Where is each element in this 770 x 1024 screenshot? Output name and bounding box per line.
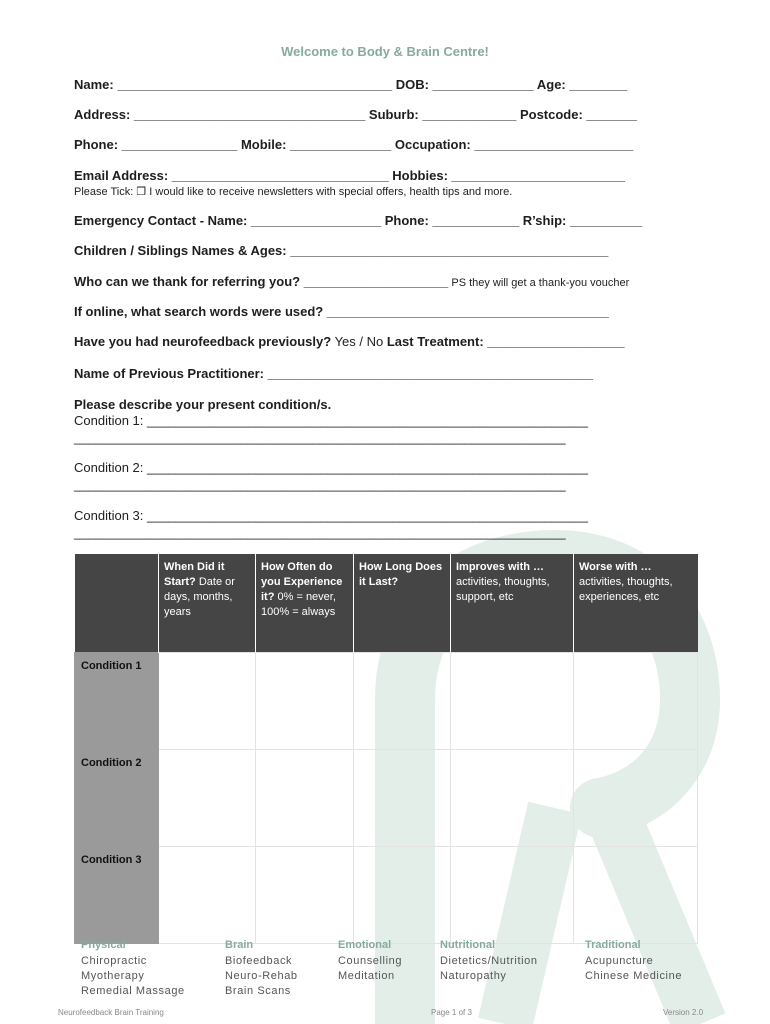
table-cell[interactable] bbox=[256, 847, 354, 944]
table-cell[interactable] bbox=[574, 653, 698, 750]
table-row bbox=[75, 653, 698, 750]
footer-left-text: Neurofeedback Brain Training bbox=[58, 1008, 164, 1017]
referral-note: PS they will get a thank-you voucher bbox=[448, 277, 630, 289]
table-row bbox=[75, 750, 698, 847]
category-physical bbox=[81, 938, 185, 999]
header-how-often: How Often do you Experience it? 0% = never, 100% = always bbox=[256, 554, 354, 653]
category-item: Brain Scans bbox=[225, 985, 291, 997]
footer-page-number: Page 1 of 3 bbox=[431, 1008, 472, 1017]
condition-3-continuation[interactable]: ____________________________________________________________________ bbox=[74, 525, 566, 540]
last-treatment-field[interactable]: Last Treatment: ___________________ bbox=[386, 334, 625, 349]
previous-practitioner-field[interactable]: Name of Previous Practitioner: _____________________________________________ bbox=[74, 366, 593, 381]
children-siblings-field[interactable]: Children / Siblings Names & Ages: ____________________________________________ bbox=[74, 243, 609, 258]
phone-mobile-occupation-field[interactable]: Phone: ________________ Mobile: ______________ Occupation: ______________________ bbox=[74, 137, 634, 152]
search-words-field[interactable]: If online, what search words were used? _______________________________________ bbox=[74, 304, 609, 319]
conditions-table bbox=[74, 554, 698, 944]
category-item: Acupuncture bbox=[585, 955, 654, 967]
header-improves-with: Improves with … activities, thoughts, support, etc bbox=[451, 554, 574, 653]
table-header-row bbox=[75, 554, 698, 653]
newsletter-checkbox-line[interactable]: Please Tick: ❐ I would like to receive newsletters with special offers, health tips and more. bbox=[74, 186, 513, 198]
table-cell[interactable] bbox=[159, 847, 256, 944]
footer-version: Version 2.0 bbox=[663, 1008, 704, 1017]
email-hobbies-field[interactable]: Email Address: ______________________________ Hobbies: ________________________ bbox=[74, 168, 626, 183]
category-item: Biofeedback bbox=[225, 955, 293, 967]
table-cell[interactable] bbox=[354, 750, 451, 847]
category-brain bbox=[225, 938, 298, 999]
category-item: Counselling bbox=[338, 955, 403, 967]
table-row bbox=[75, 847, 698, 944]
row-label-condition-3: Condition 3 bbox=[75, 847, 159, 944]
category-emotional bbox=[338, 938, 402, 984]
category-item: Myotherapy bbox=[81, 970, 145, 982]
table-cell[interactable] bbox=[256, 750, 354, 847]
page-title: Welcome to Body & Brain Centre! bbox=[281, 44, 489, 59]
referral-field[interactable]: Who can we thank for referring you? ____________________ PS they will get a thank-you voucher bbox=[74, 274, 630, 289]
category-title: Brain bbox=[225, 939, 254, 951]
header-worse-with: Worse with … activities, thoughts, experiences, etc bbox=[574, 554, 698, 653]
neurofeedback-field[interactable]: Have you had neurofeedback previously? Yes / No Last Treatment: ___________________ bbox=[74, 334, 625, 349]
category-title: Nutritional bbox=[440, 939, 495, 951]
table-cell[interactable] bbox=[256, 653, 354, 750]
category-title: Physical bbox=[81, 939, 126, 951]
category-title: Traditional bbox=[585, 939, 641, 951]
category-item: Chinese Medicine bbox=[585, 970, 683, 982]
describe-conditions-heading: Please describe your present condition/s. bbox=[74, 397, 332, 412]
condition-2-field[interactable]: Condition 2: _____________________________________________________________ bbox=[74, 460, 589, 475]
category-nutritional bbox=[440, 938, 538, 984]
table-cell[interactable] bbox=[159, 750, 256, 847]
table-cell[interactable] bbox=[451, 847, 574, 944]
emergency-contact-field[interactable]: Emergency Contact - Name: __________________ Phone: ____________ R’ship: __________ bbox=[74, 213, 643, 228]
category-title: Emotional bbox=[338, 939, 392, 951]
header-when-started: When Did it Start? Date or days, months, years bbox=[159, 554, 256, 653]
address-suburb-postcode-field[interactable]: Address: ________________________________ Suburb: _____________ Postcode: _______ bbox=[74, 107, 638, 122]
table-cell[interactable] bbox=[159, 653, 256, 750]
table-cell[interactable] bbox=[574, 847, 698, 944]
table-cell[interactable] bbox=[354, 653, 451, 750]
row-label-condition-1: Condition 1 bbox=[75, 653, 159, 750]
category-item: Dietetics/Nutrition bbox=[440, 955, 538, 967]
header-how-long: How Long Does it Last? bbox=[354, 554, 451, 653]
category-item: Meditation bbox=[338, 970, 395, 982]
category-item: Neuro-Rehab bbox=[225, 970, 298, 982]
condition-3-field[interactable]: Condition 3: _____________________________________________________________ bbox=[74, 508, 589, 523]
category-item: Naturopathy bbox=[440, 970, 507, 982]
category-item: Chiropractic bbox=[81, 955, 147, 967]
table-cell[interactable] bbox=[451, 653, 574, 750]
table-cell[interactable] bbox=[354, 847, 451, 944]
table-cell[interactable] bbox=[574, 750, 698, 847]
condition-2-continuation[interactable]: ____________________________________________________________________ bbox=[74, 477, 566, 492]
condition-1-continuation[interactable]: ____________________________________________________________________ bbox=[74, 430, 566, 445]
row-label-condition-2: Condition 2 bbox=[75, 750, 159, 847]
table-cell[interactable] bbox=[451, 750, 574, 847]
header-corner-cell bbox=[75, 554, 159, 653]
yes-no-options[interactable]: Yes / No bbox=[331, 334, 387, 349]
name-dob-age-field[interactable]: Name: ______________________________________ DOB: ______________ Age: ________ bbox=[74, 77, 628, 92]
category-traditional bbox=[585, 938, 682, 984]
condition-1-field[interactable]: Condition 1: _____________________________________________________________ bbox=[74, 413, 589, 428]
category-item: Remedial Massage bbox=[81, 985, 185, 997]
